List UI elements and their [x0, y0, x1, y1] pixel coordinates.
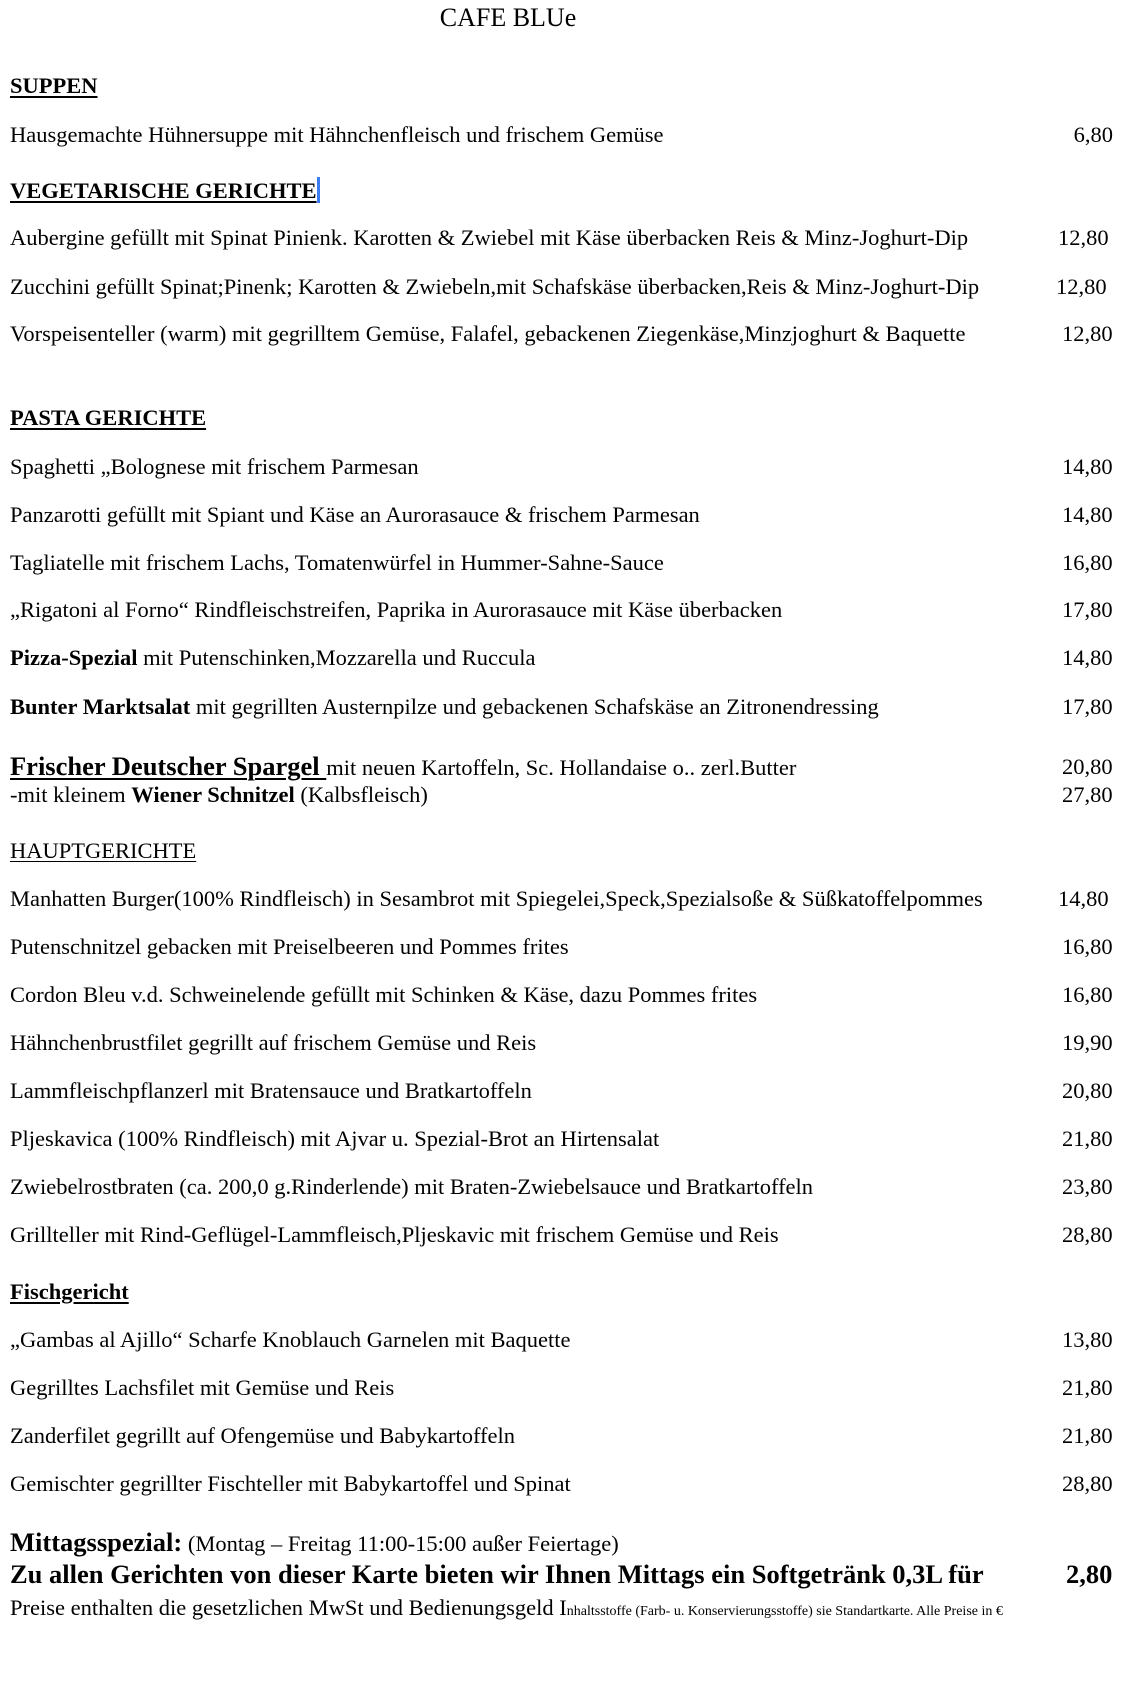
menu-item-name: „Rigatoni al Forno“ Rindfleischstreifen, Paprika in Aurorasauce mit Käse überbacken	[10, 597, 783, 622]
sub-prefix: -mit kleinem	[10, 782, 132, 807]
menu-item-price: 14,80	[1062, 645, 1113, 670]
menu-item-price: 17,80	[1062, 694, 1113, 719]
menu-item-name: Lammfleischpflanzerl mit Bratensauce und Bratkartoffeln	[10, 1078, 532, 1103]
menu-item-price: 16,80	[1062, 982, 1113, 1007]
spargel-sub-price: 27,80	[1062, 782, 1113, 807]
menu-item-name: Tagliatelle mit frischem Lachs, Tomatenwürfel in Hummer-Sahne-Sauce	[10, 550, 664, 575]
price-note	[10, 1595, 1003, 1625]
menu-item-name: „Gambas al Ajillo“ Scharfe Knoblauch Garnelen mit Baquette	[10, 1327, 571, 1352]
menu-item-name: Grillteller mit Rind-Geflügel-Lammfleisch,Pljeskavic mit frischem Gemüse und Reis	[10, 1222, 779, 1247]
sub-highlight: Wiener Schnitzel	[131, 782, 295, 807]
spargel-sub-item	[10, 782, 428, 808]
menu-item-name: Hähnchenbrustfilet gegrillt auf frischem Gemüse und Reis	[10, 1030, 537, 1055]
menu-item-price: 14,80	[1062, 502, 1113, 527]
menu-item-price: 28,80	[1062, 1222, 1113, 1247]
menu-item-price: 20,80	[1062, 1078, 1113, 1103]
menu-item-name: Putenschnitzel gebacken mit Preiselbeeren und Pommes frites	[10, 934, 569, 959]
menu-item-price: 23,80	[1062, 1174, 1113, 1199]
menu-item-name: Hausgemachte Hühnersuppe mit Hähnchenfleisch und frischem Gemüse	[10, 122, 664, 147]
menu-item	[10, 645, 535, 671]
menu-item-price: 13,80	[1062, 1327, 1113, 1352]
menu-item-price: 14,80	[1058, 886, 1109, 911]
lunch-offer-price: 2,80	[1066, 1559, 1113, 1589]
price-note-main: Preise enthalten die gesetzlichen MwSt und Bedienungsgeld	[10, 1595, 560, 1620]
menu-item-highlight: Bunter Marktsalat	[10, 694, 191, 719]
section-heading-suppen: SUPPEN	[10, 73, 98, 98]
menu-item-name: mit gegrillten Austernpilze und gebackenen Schafskäse an Zitronendressing	[190, 694, 879, 719]
spargel-price: 20,80	[1062, 754, 1113, 779]
menu-item-price: 16,80	[1062, 550, 1113, 575]
menu-item-price: 12,80	[1062, 321, 1113, 346]
spargel-description: mit neuen Kartoffeln, Sc. Hollandaise o.. zerl.Butter	[326, 755, 797, 780]
menu-item-price: 19,90	[1062, 1030, 1113, 1055]
menu-item-name: Vorspeisenteller (warm) mit gegrilltem Gemüse, Falafel, gebackenen Ziegenkäse,Minzjoghurt & Baquette	[10, 321, 966, 346]
section-heading-pasta: PASTA GERICHTE	[10, 405, 207, 430]
menu-item-name: Gemischter gegrillter Fischteller mit Babykartoffel und Spinat	[10, 1471, 571, 1496]
menu-item-highlight: Pizza-Spezial	[10, 645, 138, 670]
menu-item-price: 12,80	[1058, 225, 1109, 250]
section-heading-vegetarisch	[10, 177, 320, 204]
menu-item-price: 21,80	[1062, 1423, 1113, 1448]
menu-item-name: mit Putenschinken,Mozzarella und Ruccula	[137, 645, 536, 670]
menu-item-price: 21,80	[1062, 1126, 1113, 1151]
menu-item-name: Zanderfilet gegrillt auf Ofengemüse und Babykartoffeln	[10, 1423, 516, 1448]
menu-item-name: Zwiebelrostbraten (ca. 200,0 g.Rinderlende) mit Braten-Zwiebelsauce und Bratkartoffeln	[10, 1174, 814, 1199]
lunch-special-hours: (Montag – Freitag 11:00-15:00 außer Feiertage)	[182, 1531, 619, 1556]
menu-item-name: Gegrilltes Lachsfilet mit Gemüse und Reis	[10, 1375, 395, 1400]
menu-item-name: Panzarotti gefüllt mit Spiant und Käse an Aurorasauce & frischem Parmesan	[10, 502, 700, 527]
lunch-offer-text: Zu allen Gerichten von dieser Karte bieten wir Ihnen Mittags ein Softgetränk 0,3L für	[10, 1559, 984, 1589]
menu-item-price: 21,80	[1062, 1375, 1113, 1400]
heading-text: VEGETARISCHE GERICHTE	[10, 178, 317, 203]
section-heading-haupt: HAUPTGERICHTE	[10, 838, 197, 863]
menu-item-name: Spaghetti „Bolognese mit frischem Parmesan	[10, 454, 419, 479]
menu-item-name: Cordon Bleu v.d. Schweinelende gefüllt mit Schinken & Käse, dazu Pommes frites	[10, 982, 758, 1007]
menu-item-name: Zucchini gefüllt Spinat;Pinenk; Karotten & Zwiebeln,mit Schafskäse überbacken,Reis & Minz-Joghurt-Dip	[10, 274, 980, 299]
section-heading-fisch: Fischgericht	[10, 1279, 129, 1304]
menu-title: CAFE BLUe	[439, 3, 577, 32]
menu-item-name: Manhatten Burger(100% Rindfleisch) in Sesambrot mit Spiegelei,Speck,Spezialsoße & Süßkatoffelpommes	[10, 886, 983, 911]
menu-item-name: Pljeskavica (100% Rindfleisch) mit Ajvar u. Spezial-Brot an Hirtensalat	[10, 1126, 660, 1151]
menu-item-price: 12,80	[1056, 274, 1107, 299]
menu-item-price: 16,80	[1062, 934, 1113, 959]
price-note-initial: I	[559, 1595, 567, 1620]
menu-item-price: 28,80	[1062, 1471, 1113, 1496]
menu-item-price: 17,80	[1062, 597, 1113, 622]
text-cursor-icon	[317, 177, 320, 203]
menu-item-name: Aubergine gefüllt mit Spinat Pinienk. Karotten & Zwiebel mit Käse überbacken Reis & Minz-Joghurt-Dip	[10, 225, 969, 250]
lunch-special	[10, 1529, 619, 1557]
menu-item-price: 6,80	[1073, 122, 1113, 147]
menu-item-price: 14,80	[1062, 454, 1113, 479]
sub-suffix: (Kalbsfleisch)	[294, 782, 428, 807]
spargel-highlight: Frischer Deutscher Spargel	[10, 751, 327, 781]
menu-item	[10, 694, 879, 720]
lunch-special-label: Mittagsspezial:	[10, 1527, 183, 1557]
price-note-small: nhaltsstoffe (Farb- u. Konservierungsstoffe) sie Standartkarte. Alle Preise in €	[566, 1604, 1003, 1619]
spargel-item	[10, 753, 796, 781]
